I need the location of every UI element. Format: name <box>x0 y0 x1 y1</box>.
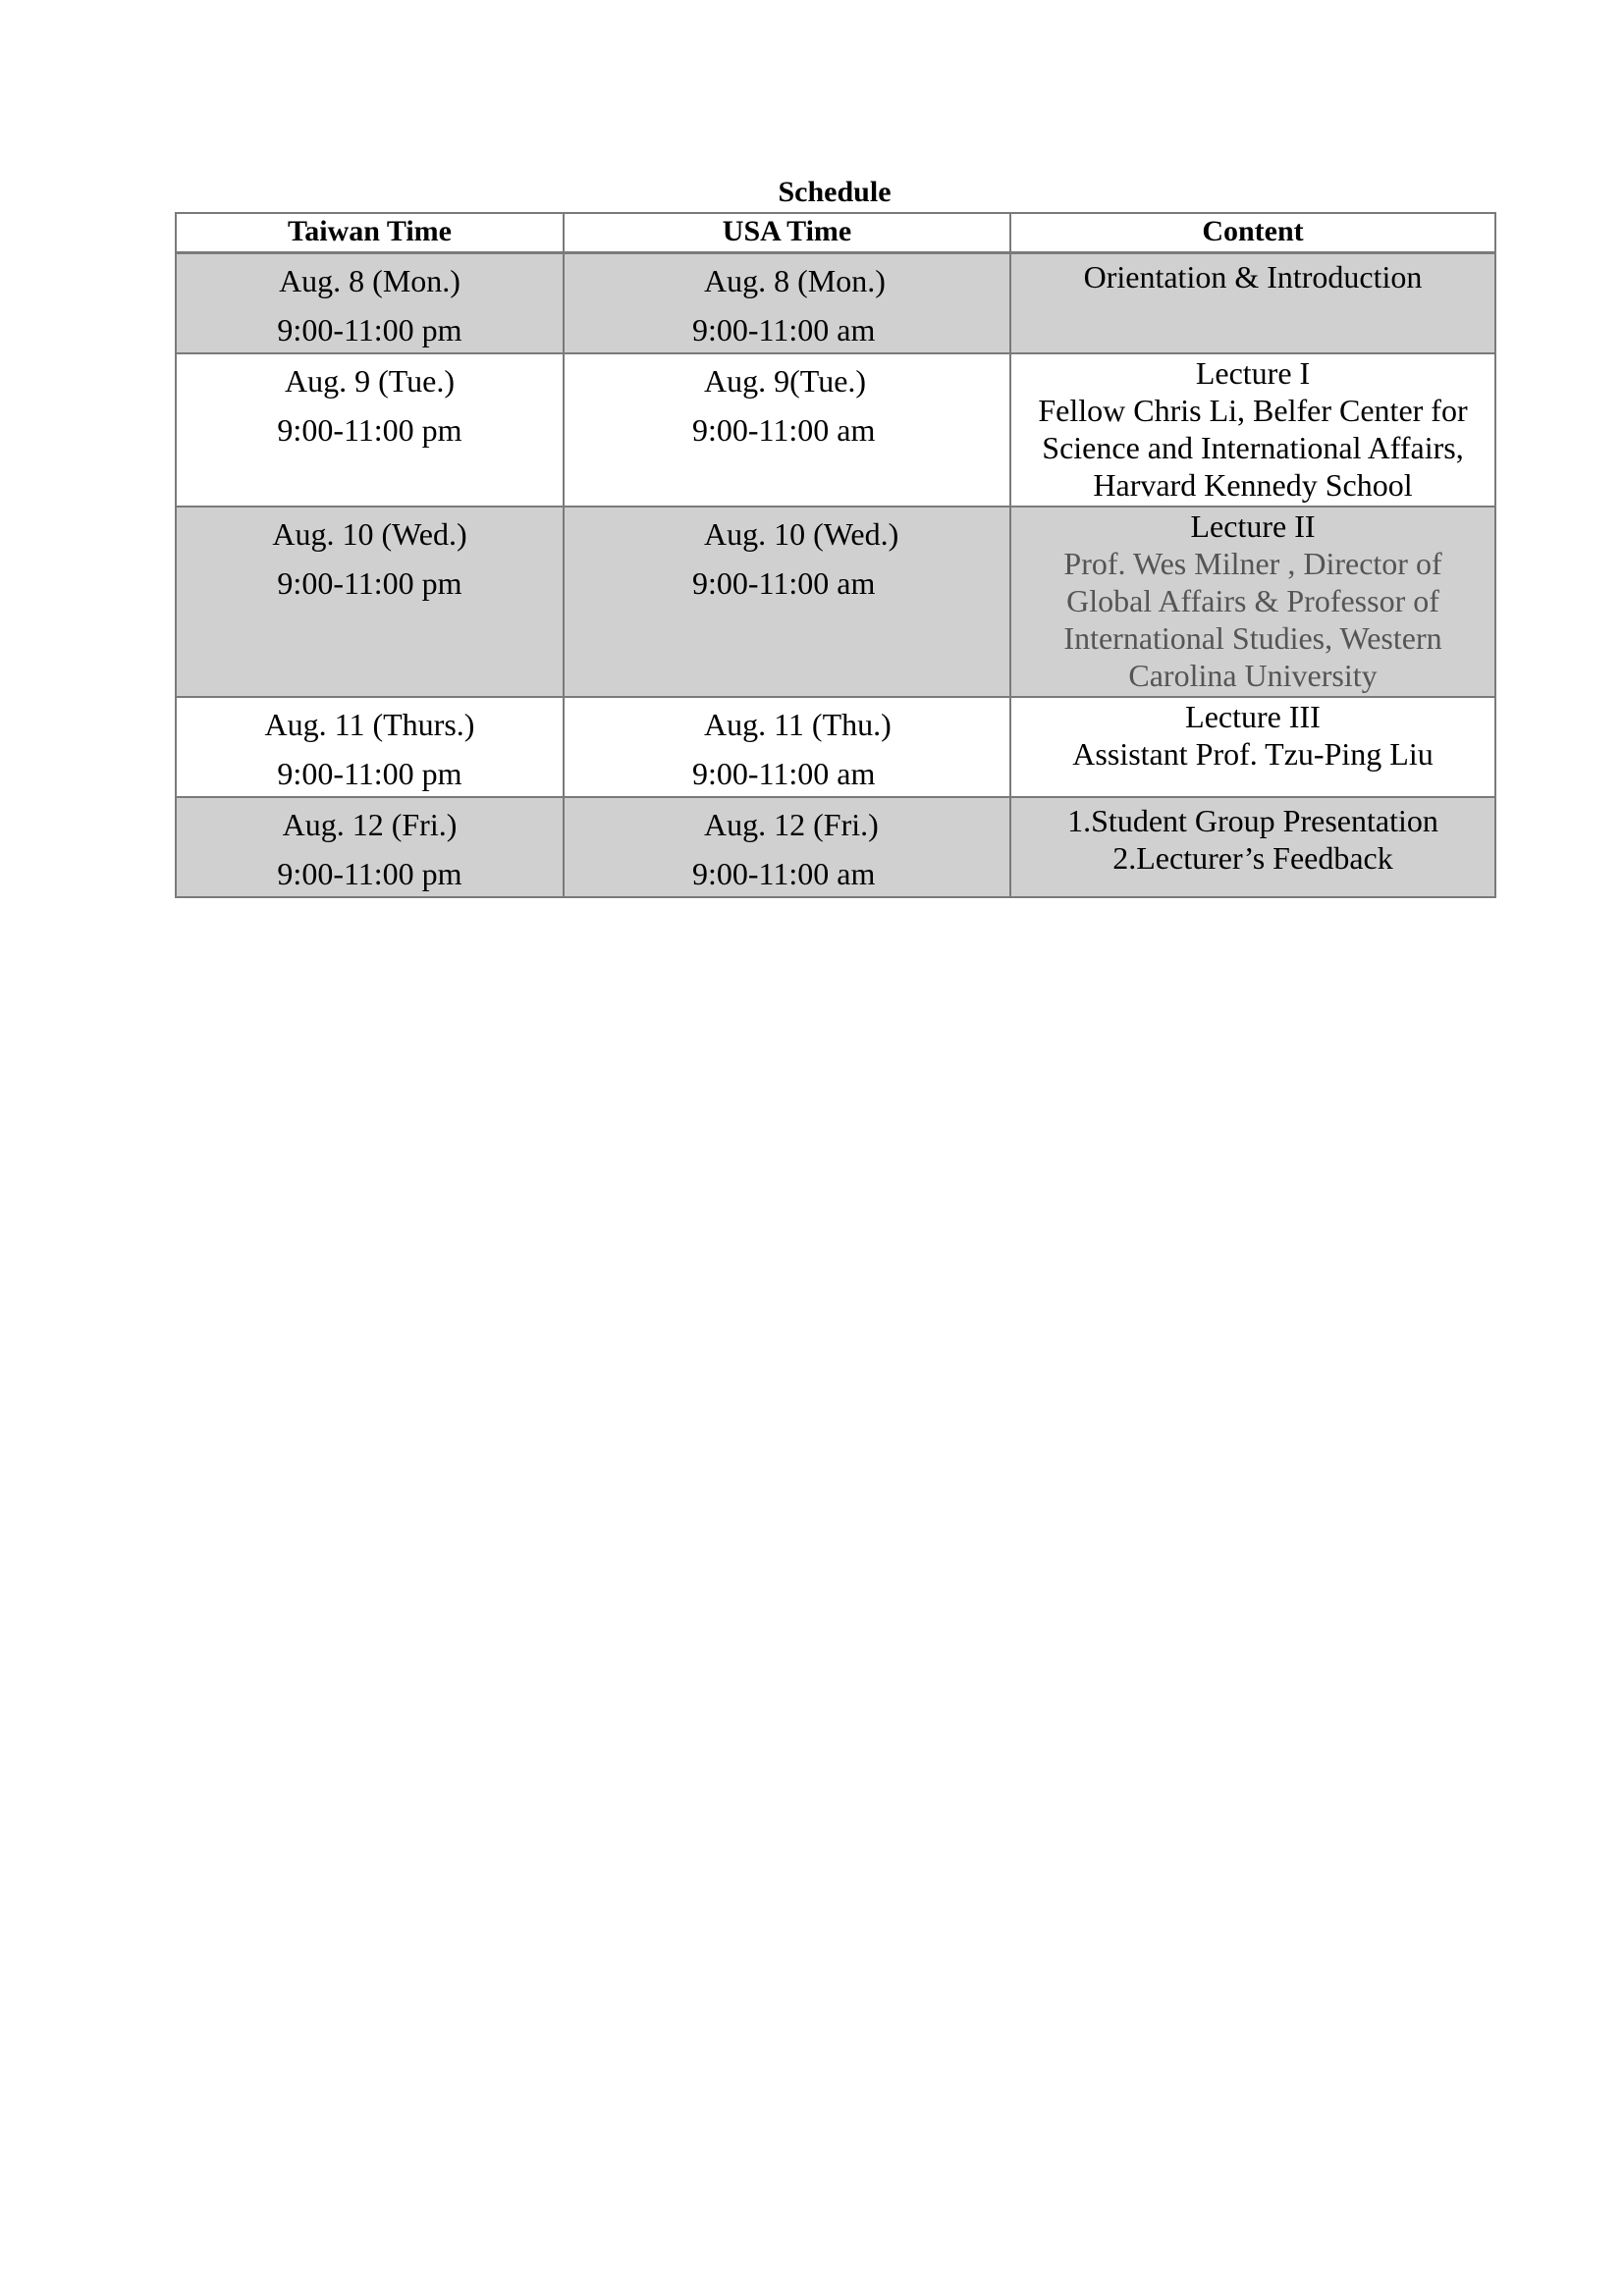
taiwan-date: Aug. 11 (Thurs.) <box>264 707 475 742</box>
content-title: Lecture III <box>1185 699 1321 734</box>
taiwan-time: 9:00-11:00 pm <box>277 312 462 347</box>
usa-time: 9:00-11:00 am <box>692 312 876 347</box>
taiwan-time: 9:00-11:00 pm <box>277 756 462 791</box>
usa-date: Aug. 8 (Mon.) <box>704 263 886 298</box>
taiwan-date: Aug. 8 (Mon.) <box>279 263 460 298</box>
content-detail-line: Global Affairs & Professor of <box>1066 583 1439 618</box>
content-cell <box>1010 797 1495 897</box>
header-taiwan-time: Taiwan Time <box>176 213 564 253</box>
taiwan-time: 9:00-11:00 pm <box>277 565 462 601</box>
usa-time-cell <box>564 253 1010 354</box>
content-title: Lecture I <box>1195 355 1311 391</box>
usa-time-cell <box>564 797 1010 897</box>
taiwan-time-cell <box>176 507 564 697</box>
header-usa-time: USA Time <box>564 213 1010 253</box>
usa-time: 9:00-11:00 am <box>692 856 876 891</box>
usa-time: 9:00-11:00 am <box>692 756 876 791</box>
taiwan-time-cell <box>176 697 564 797</box>
taiwan-date: Aug. 9 (Tue.) <box>284 363 456 399</box>
content-cell <box>1010 507 1495 697</box>
content-title: Lecture II <box>1190 508 1316 544</box>
content-cell <box>1010 353 1495 507</box>
content-title: 1.Student Group Presentation <box>1067 803 1438 838</box>
taiwan-time-cell <box>176 253 564 354</box>
content-detail-line: 2.Lecturer’s Feedback <box>1112 840 1393 876</box>
content-detail-line: International Studies, Western <box>1063 620 1442 656</box>
usa-time-cell <box>564 353 1010 507</box>
usa-time-cell <box>564 507 1010 697</box>
content-detail-line: Fellow Chris Li, Belfer Center for <box>1038 393 1468 428</box>
content-cell <box>1010 697 1495 797</box>
table-row <box>176 797 1495 897</box>
usa-date: Aug. 12 (Fri.) <box>704 807 879 842</box>
table-row <box>176 697 1495 797</box>
schedule-table <box>175 212 1496 898</box>
taiwan-time-cell <box>176 797 564 897</box>
content-title: Orientation & Introduction <box>1083 259 1423 294</box>
taiwan-time: 9:00-11:00 pm <box>277 856 462 891</box>
content-detail-line: Science and International Affairs, <box>1042 430 1464 465</box>
table-row <box>176 353 1495 507</box>
usa-date: Aug. 11 (Thu.) <box>704 707 892 742</box>
usa-time: 9:00-11:00 am <box>692 565 876 601</box>
taiwan-date: Aug. 10 (Wed.) <box>272 516 467 552</box>
table-row <box>176 253 1495 354</box>
usa-date: Aug. 10 (Wed.) <box>704 516 899 552</box>
taiwan-time: 9:00-11:00 pm <box>277 412 462 448</box>
taiwan-date: Aug. 12 (Fri.) <box>282 807 458 842</box>
usa-time-cell <box>564 697 1010 797</box>
usa-time: 9:00-11:00 am <box>692 412 876 448</box>
content-detail-line: Harvard Kennedy School <box>1093 467 1413 503</box>
usa-date: Aug. 9(Tue.) <box>704 363 867 399</box>
content-detail-line: Assistant Prof. Tzu-Ping Liu <box>1072 736 1434 772</box>
schedule-title: Schedule <box>778 176 892 208</box>
content-detail-line: Prof. Wes Milner , Director of <box>1063 546 1442 581</box>
table-row <box>176 507 1495 697</box>
content-detail-line: Carolina University <box>1128 658 1378 693</box>
header-content: Content <box>1010 213 1495 253</box>
taiwan-time-cell <box>176 353 564 507</box>
content-cell <box>1010 253 1495 354</box>
table-header-row <box>176 213 1495 253</box>
